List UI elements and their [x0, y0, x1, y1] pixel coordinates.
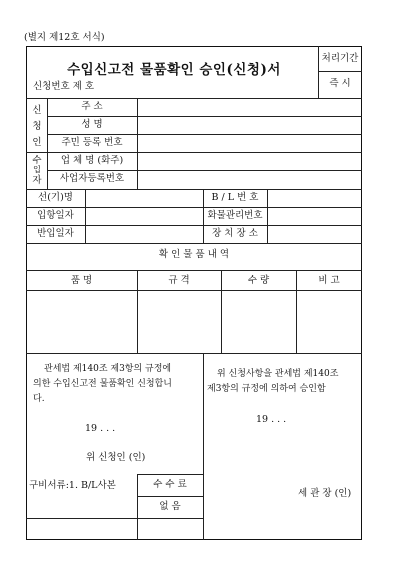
form-number-label: (별지 제12호 서식) — [24, 32, 105, 43]
application-text-line1: 관세법 제140조 제3항의 규정에 — [44, 364, 172, 374]
field-label-divider — [137, 98, 138, 189]
bl-number-label: B / L 번 호 — [211, 192, 259, 203]
row-line — [47, 116, 362, 117]
info-col-line — [85, 189, 86, 243]
info-col-line — [267, 189, 268, 243]
footer-line — [26, 518, 203, 519]
section-line — [26, 243, 362, 244]
row-line — [47, 134, 362, 135]
header-bottom-line — [26, 98, 362, 99]
application-text-line3: 다. — [33, 394, 45, 404]
application-date: 19 . . . — [85, 423, 116, 434]
row-line — [26, 207, 362, 208]
section-line — [26, 189, 362, 190]
arrival-date-label: 입항일자 — [37, 210, 74, 221]
row-line — [47, 170, 362, 171]
importer-label-1: 수 — [32, 155, 42, 166]
processing-period-label: 처리기간 — [321, 53, 359, 64]
address-label: 주 소 — [81, 101, 103, 112]
application-number: 신청번호 제 호 — [33, 81, 95, 92]
importer-label-2: 입 — [33, 165, 41, 174]
importer-label-3: 자 — [32, 175, 42, 186]
application-text-line2: 의한 수입신고전 물품확인 신청합니 — [33, 379, 172, 389]
row-line — [26, 290, 362, 291]
applicant-label-1: 신 — [32, 105, 42, 116]
goods-header-item: 품 명 — [70, 275, 93, 286]
business-number-label: 사업자등록번호 — [59, 173, 125, 184]
footer-line — [137, 474, 203, 475]
required-documents: 구비서류:1. B/L사본 — [29, 480, 116, 491]
footer-line — [137, 496, 203, 497]
form-title: 수입신고전 물품확인 승인(신청)서 — [67, 62, 281, 78]
cargo-number-label: 화물관리번호 — [207, 210, 263, 221]
approval-text-line1: 위 신청사항을 관세법 제140조 — [217, 369, 339, 379]
resident-number-label: 주민 등록 번호 — [61, 137, 123, 148]
section-label-divider — [47, 98, 48, 189]
processing-divider — [318, 71, 362, 72]
carry-in-date-label: 반입일자 — [37, 228, 74, 239]
goods-header-spec: 규 격 — [168, 275, 190, 286]
applicant-label-2: 청 — [32, 121, 42, 132]
applicant-signature: 위 신청인 (인) — [86, 452, 146, 463]
approval-text-line2: 제3항의 규정에 의하여 승인함 — [207, 384, 326, 394]
fee-value: 없 음 — [159, 501, 181, 512]
customs-chief-signature: 세 관 장 (인) — [298, 488, 352, 499]
vessel-name-label: 선(기)명 — [38, 192, 73, 203]
section-line — [26, 353, 362, 354]
applicant-label-3: 인 — [32, 137, 42, 148]
goods-section-title: 확 인 물 품 내 역 — [158, 249, 230, 260]
goods-header-remarks: 비 고 — [318, 275, 340, 286]
processing-period-value: 즉 시 — [329, 78, 351, 89]
goods-header-quantity: 수 량 — [247, 275, 270, 286]
statement-divider — [203, 353, 204, 540]
section-line — [26, 152, 362, 153]
storage-location-label: 장 치 장 소 — [212, 228, 258, 239]
row-line — [26, 225, 362, 226]
company-name-label: 업 체 명 (화주) — [60, 155, 124, 166]
approval-date: 19 . . . — [256, 414, 287, 425]
name-label: 성 명 — [81, 119, 103, 130]
row-line — [26, 270, 362, 271]
fee-label: 수 수 료 — [153, 479, 187, 490]
